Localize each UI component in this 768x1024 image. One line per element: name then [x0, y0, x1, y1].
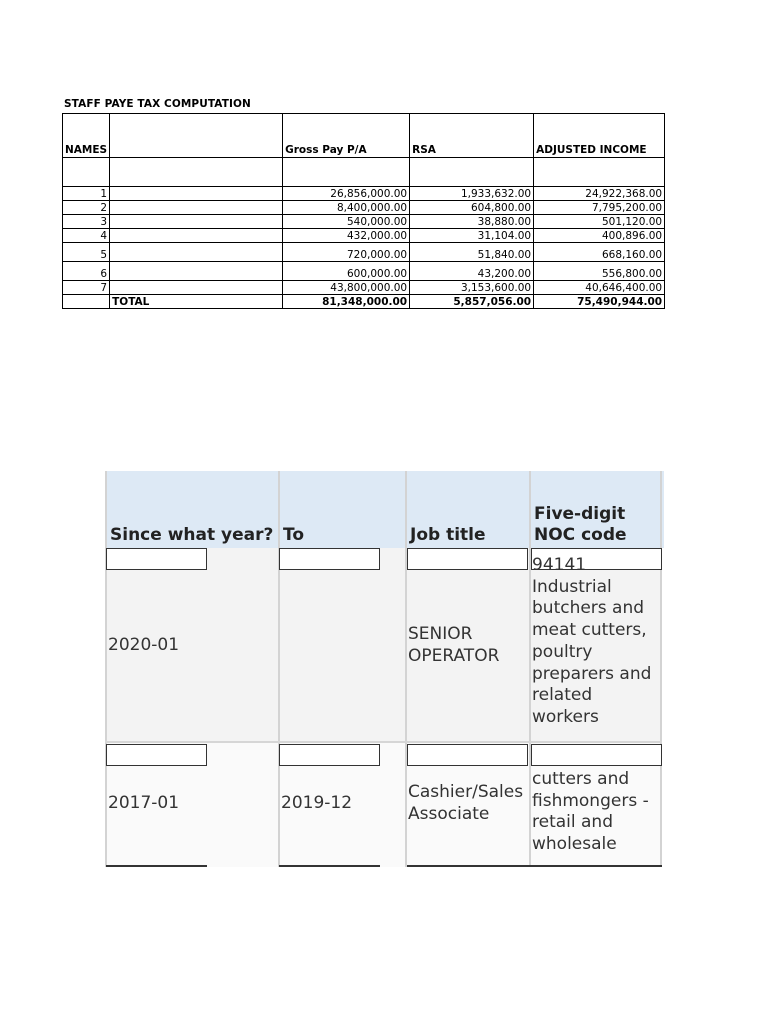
header-job-title: Job title	[410, 525, 486, 545]
row-rsa: 31,104.00	[410, 229, 534, 243]
job-title-value-line1: Cashier/Sales	[408, 782, 524, 802]
noc-line: butchers and	[532, 598, 645, 619]
job-title-value-line2: OPERATOR	[408, 646, 500, 666]
row-divider	[105, 741, 662, 743]
row-adjusted: 40,646,400.00	[534, 281, 665, 295]
noc-line: Industrial	[532, 576, 612, 597]
noc-line: preparers and	[532, 663, 652, 684]
row-name	[110, 187, 283, 201]
row-gross: 8,400,000.00	[283, 201, 410, 215]
since-year-input[interactable]	[106, 744, 207, 766]
total-gross: 81,348,000.00	[283, 295, 410, 309]
paye-header-row	[63, 114, 665, 158]
column-divider	[405, 471, 407, 867]
row-adjusted: 501,120.00	[534, 215, 665, 229]
row-bottom-edge	[279, 865, 380, 867]
row-name	[110, 229, 283, 243]
row-number: 1	[63, 187, 110, 201]
blank-cell	[110, 158, 283, 187]
header-since-year: Since what year?	[110, 525, 274, 545]
row-adjusted: 400,896.00	[534, 229, 665, 243]
to-year-input[interactable]	[279, 548, 380, 570]
table-row	[63, 215, 665, 229]
job-title-input[interactable]	[407, 744, 528, 766]
since-year-input[interactable]	[106, 548, 207, 570]
blank-cell	[63, 158, 110, 187]
row-gross: 43,800,000.00	[283, 281, 410, 295]
row-bottom-edge	[407, 865, 662, 867]
header-to: To	[283, 525, 305, 545]
sheet-title: STAFF PAYE TAX COMPUTATION	[64, 98, 251, 110]
total-adjusted: 75,490,944.00	[534, 295, 665, 309]
row-adjusted: 7,795,200.00	[534, 201, 665, 215]
row-name	[110, 281, 283, 295]
blank-cell	[283, 158, 410, 187]
row-rsa: 38,880.00	[410, 215, 534, 229]
header-noc-line1: Five-digit	[534, 504, 626, 524]
table-row	[63, 262, 665, 281]
noc-code-textarea[interactable]	[532, 769, 660, 863]
total-label: TOTAL	[110, 295, 283, 309]
row-number: 6	[63, 262, 110, 281]
column-divider	[529, 471, 531, 867]
row-number: 4	[63, 229, 110, 243]
row-gross: 432,000.00	[283, 229, 410, 243]
header-noc-line2: NOC code	[534, 525, 627, 545]
paye-table	[62, 113, 665, 309]
row-gross: 600,000.00	[283, 262, 410, 281]
row-rsa: 1,933,632.00	[410, 187, 534, 201]
noc-line: wholesale	[532, 834, 617, 855]
table-row	[63, 187, 665, 201]
noc-line: 94141	[532, 555, 587, 575]
row-adjusted: 668,160.00	[534, 243, 665, 262]
to-year-input[interactable]	[279, 744, 380, 766]
noc-line: meat cutters,	[532, 620, 647, 641]
table-row	[63, 243, 665, 262]
header-adjusted-income: ADJUSTED INCOME	[534, 114, 665, 158]
noc-line: retail and	[532, 812, 613, 833]
noc-code-input[interactable]	[531, 744, 662, 766]
row-adjusted: 556,800.00	[534, 262, 665, 281]
row-name	[110, 243, 283, 262]
row-bottom-edge	[106, 865, 207, 867]
row-number: 7	[63, 281, 110, 295]
to-year-value: 2019-12	[281, 793, 353, 813]
job-title-value-line2: Associate	[408, 804, 490, 824]
row-number: 3	[63, 215, 110, 229]
table-row	[63, 201, 665, 215]
job-title-input[interactable]	[407, 548, 528, 570]
header-names: NAMES	[63, 114, 110, 158]
header-rsa: RSA	[410, 114, 534, 158]
row-gross: 26,856,000.00	[283, 187, 410, 201]
paye-blank-row	[63, 158, 665, 187]
job-title-value-line1: SENIOR	[408, 624, 473, 644]
column-divider	[278, 471, 280, 867]
total-rsa: 5,857,056.00	[410, 295, 534, 309]
row-gross: 540,000.00	[283, 215, 410, 229]
since-year-value: 2020-01	[108, 635, 180, 655]
header-gross-pay: Gross Pay P/A	[283, 114, 410, 158]
row-gross: 720,000.00	[283, 243, 410, 262]
employment-header	[105, 471, 664, 548]
table-row	[63, 229, 665, 243]
noc-code-textarea[interactable]	[532, 555, 660, 736]
row-name	[110, 215, 283, 229]
blank-cell	[410, 158, 534, 187]
blank-cell	[534, 158, 665, 187]
row-rsa: 43,200.00	[410, 262, 534, 281]
row-rsa: 3,153,600.00	[410, 281, 534, 295]
noc-line: cutters and	[532, 769, 630, 789]
noc-line: workers	[532, 706, 599, 727]
noc-line: related	[532, 685, 593, 706]
total-blank	[63, 295, 110, 309]
row-number: 5	[63, 243, 110, 262]
row-name	[110, 201, 283, 215]
noc-line: fishmongers -	[532, 790, 649, 811]
table-row	[63, 281, 665, 295]
column-divider	[105, 471, 107, 867]
row-rsa: 604,800.00	[410, 201, 534, 215]
row-adjusted: 24,922,368.00	[534, 187, 665, 201]
column-divider	[660, 471, 662, 867]
since-year-value: 2017-01	[108, 793, 180, 813]
header-blank	[110, 114, 283, 158]
row-name	[110, 262, 283, 281]
row-rsa: 51,840.00	[410, 243, 534, 262]
employment-history-table	[105, 471, 662, 867]
row-number: 2	[63, 201, 110, 215]
noc-line: poultry	[532, 641, 593, 662]
total-row	[63, 295, 665, 309]
